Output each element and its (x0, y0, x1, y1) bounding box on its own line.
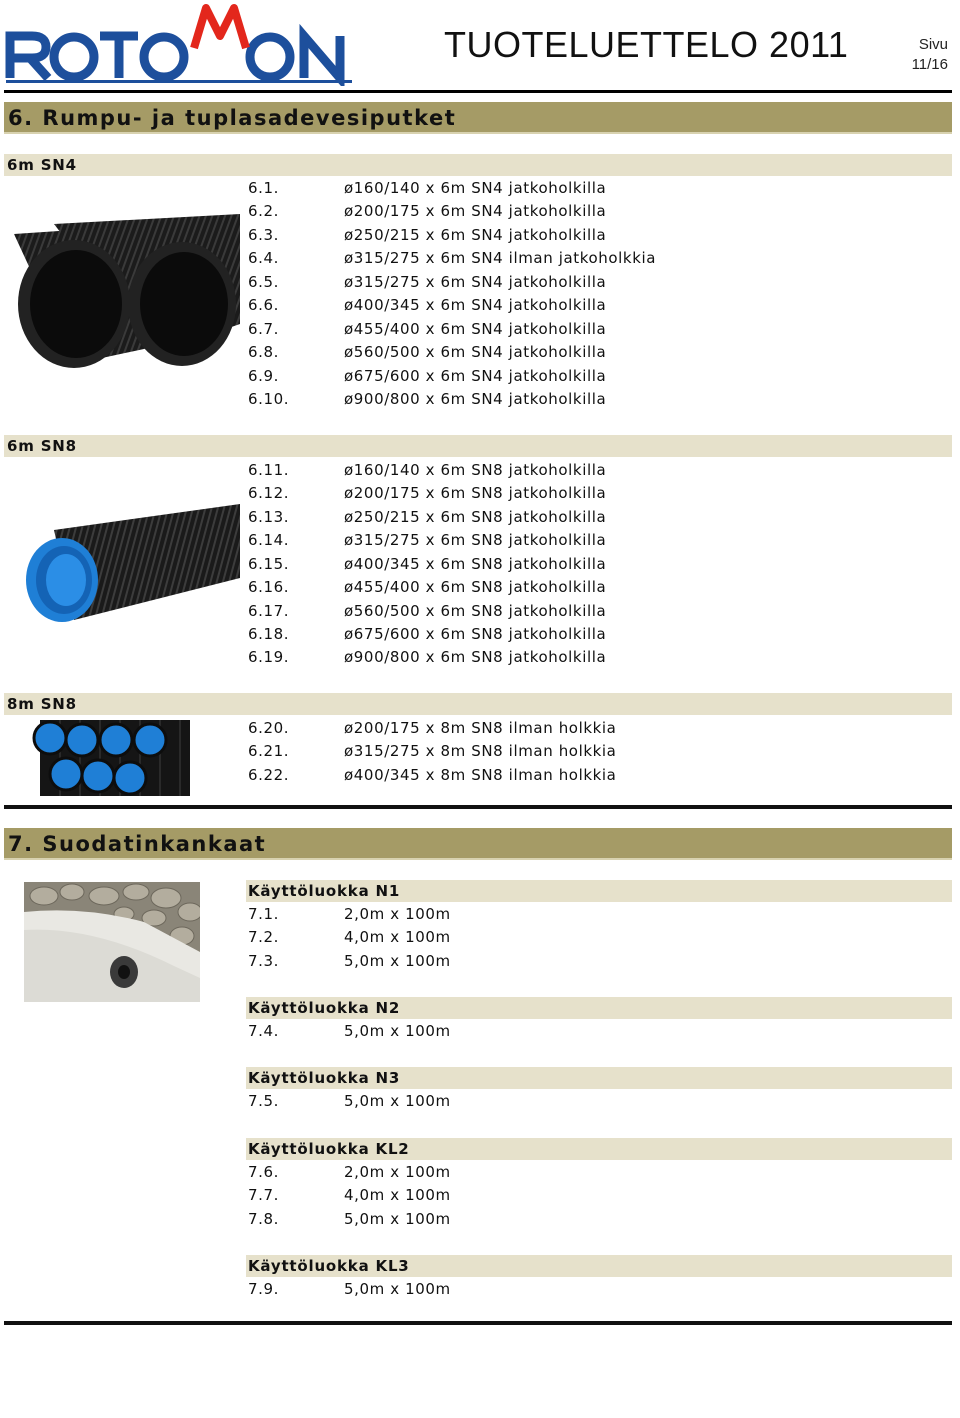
list-item: 6.9. ø675/600 x 6m SN4 jatkoholkilla (248, 367, 607, 385)
list-item: 6.6. ø400/345 x 6m SN4 jatkoholkilla (248, 296, 607, 314)
document-title: TUOTELUETTELO 2011 (444, 24, 849, 65)
list-item: 7.1. 2,0m x 100m (248, 905, 451, 923)
list-item: 6.12. ø200/175 x 6m SN8 jatkoholkilla (248, 484, 607, 502)
class-label-kl2: Käyttöluokka KL2 (246, 1138, 952, 1160)
list-item: 7.2. 4,0m x 100m (248, 928, 451, 946)
list-item: 7.3. 5,0m x 100m (248, 952, 451, 970)
page-number: 11/16 (911, 56, 948, 73)
list-item: 7.5. 5,0m x 100m (248, 1092, 451, 1110)
list-item: 6.15. ø400/345 x 6m SN8 jatkoholkilla (248, 555, 607, 573)
list-item: 6.2. ø200/175 x 6m SN4 jatkoholkilla (248, 202, 607, 220)
class-label-kl3: Käyttöluokka KL3 (246, 1255, 952, 1277)
header-divider (4, 90, 952, 93)
class-label-n3: Käyttöluokka N3 (246, 1067, 952, 1089)
list-item: 6.21. ø315/275 x 8m SN8 ilman holkkia (248, 742, 617, 760)
list-item: 7.6. 2,0m x 100m (248, 1163, 451, 1181)
list-item: 6.7. ø455/400 x 6m SN4 jatkoholkilla (248, 320, 607, 338)
section-divider (4, 805, 952, 809)
list-item: 6.3. ø250/215 x 6m SN4 jatkoholkilla (248, 226, 607, 244)
group-label-8m-sn8: 8m SN8 (4, 693, 952, 715)
list-item: 6.4. ø315/275 x 6m SN4 ilman jatkoholkkia (248, 249, 657, 267)
list-item: 6.18. ø675/600 x 6m SN8 jatkoholkilla (248, 625, 607, 643)
list-item: 7.9. 5,0m x 100m (248, 1280, 451, 1298)
section-6-title: 6. Rumpu- ja tuplasadevesiputket (4, 102, 952, 134)
list-item: 7.7. 4,0m x 100m (248, 1186, 451, 1204)
class-label-n1: Käyttöluokka N1 (246, 880, 952, 902)
list-item: 6.10. ø900/800 x 6m SN4 jatkoholkilla (248, 390, 607, 408)
list-item: 7.4. 5,0m x 100m (248, 1022, 451, 1040)
rotomon-logo (2, 2, 352, 86)
list-item: 6.16. ø455/400 x 6m SN8 jatkoholkilla (248, 578, 607, 596)
list-item: 6.14. ø315/275 x 6m SN8 jatkoholkilla (248, 531, 607, 549)
page-label: Sivu (918, 36, 948, 53)
list-item: 6.22. ø400/345 x 8m SN8 ilman holkkia (248, 766, 617, 784)
list-item: 6.5. ø315/275 x 6m SN4 jatkoholkilla (248, 273, 607, 291)
section-7-title: 7. Suodatinkankaat (4, 828, 952, 860)
list-item: 6.19. ø900/800 x 6m SN8 jatkoholkilla (248, 648, 607, 666)
list-item: 6.1. ø160/140 x 6m SN4 jatkoholkilla (248, 179, 607, 197)
group-label-6m-sn4: 6m SN4 (4, 154, 952, 176)
footer-divider (4, 1321, 952, 1325)
group-label-6m-sn8: 6m SN8 (4, 435, 952, 457)
list-item: 6.17. ø560/500 x 6m SN8 jatkoholkilla (248, 602, 607, 620)
list-item: 6.13. ø250/215 x 6m SN8 jatkoholkilla (248, 508, 607, 526)
class-label-n2: Käyttöluokka N2 (246, 997, 952, 1019)
list-item: 6.11. ø160/140 x 6m SN8 jatkoholkilla (248, 461, 607, 479)
list-item: 6.20. ø200/175 x 8m SN8 ilman holkkia (248, 719, 617, 737)
list-item: 6.8. ø560/500 x 6m SN4 jatkoholkilla (248, 343, 607, 361)
list-item: 7.8. 5,0m x 100m (248, 1210, 451, 1228)
